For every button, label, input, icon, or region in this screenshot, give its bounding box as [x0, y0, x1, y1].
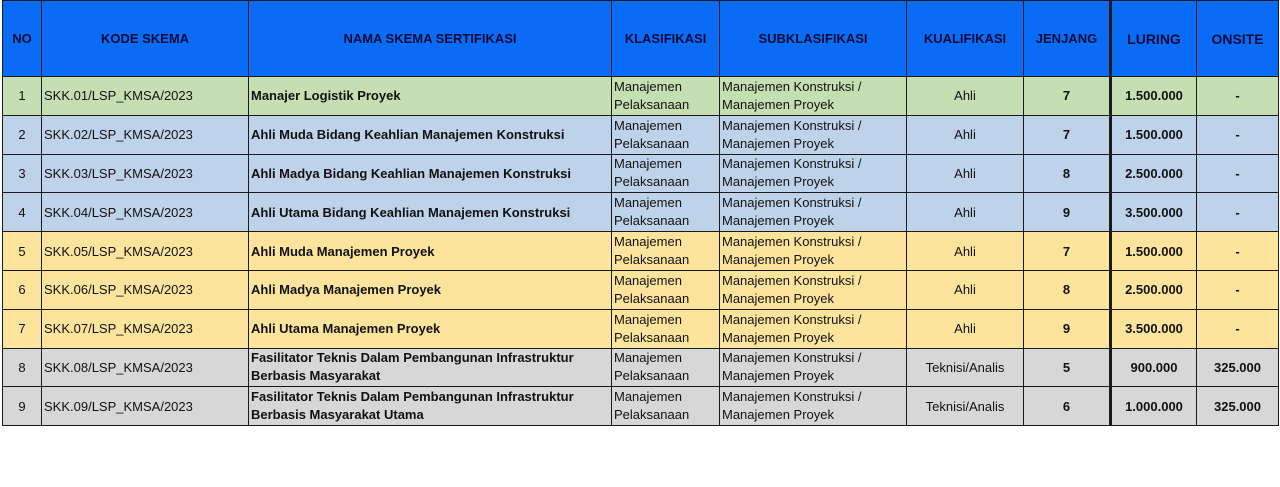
cell-kode-skema: SKK.03/LSP_KMSA/2023 — [42, 154, 249, 193]
header-subklasifikasi: SUBKLASIFIKASI — [720, 1, 907, 77]
cell-line: Fasilitator Teknis Dalam Pembangunan Infrastruktur — [251, 389, 574, 405]
cell-luring: 900.000 — [1111, 348, 1197, 387]
cell-line: Manajemen Proyek — [722, 407, 834, 423]
cell-kode-skema: SKK.05/LSP_KMSA/2023 — [42, 232, 249, 271]
table-row — [3, 232, 1279, 271]
table-row — [3, 309, 1279, 348]
cell-line: Pelaksanaan — [614, 213, 690, 229]
cell-jenjang: 8 — [1024, 270, 1111, 309]
cell-jenjang: 7 — [1024, 232, 1111, 271]
cell-kualifikasi: Ahli — [907, 270, 1024, 309]
cell-onsite: - — [1197, 309, 1279, 348]
table-row — [3, 193, 1279, 232]
cell-klasifikasi — [612, 77, 720, 116]
cell-line: Manajemen Konstruksi / — [722, 195, 862, 211]
cell-kualifikasi: Ahli — [907, 193, 1024, 232]
cell-line: Manajemen — [614, 389, 682, 405]
cell-kualifikasi: Teknisi/Analis — [907, 387, 1024, 426]
cell-line: Pelaksanaan — [614, 252, 690, 268]
cell-klasifikasi — [612, 387, 720, 426]
cell-onsite: - — [1197, 193, 1279, 232]
cell-jenjang: 7 — [1024, 77, 1111, 116]
cell-onsite: - — [1197, 154, 1279, 193]
cell-onsite: - — [1197, 115, 1279, 154]
cell-line: Pelaksanaan — [614, 368, 690, 384]
cell-kode-skema: SKK.04/LSP_KMSA/2023 — [42, 193, 249, 232]
cell-line: Pelaksanaan — [614, 407, 690, 423]
cell-nama-skema: Ahli Muda Manajemen Proyek — [249, 232, 612, 271]
cell-nama-skema — [249, 387, 612, 426]
cell-no: 8 — [3, 348, 42, 387]
cell-klasifikasi — [612, 270, 720, 309]
cell-nama-skema — [249, 348, 612, 387]
cell-line: Pelaksanaan — [614, 329, 690, 345]
cell-line: Manajemen Konstruksi / — [722, 156, 862, 172]
cell-line: Berbasis Masyarakat Utama — [251, 407, 424, 423]
cell-line: Pelaksanaan — [614, 174, 690, 190]
cell-subklasifikasi — [720, 232, 907, 271]
cell-line: Manajemen — [614, 311, 682, 327]
cell-kode-skema: SKK.09/LSP_KMSA/2023 — [42, 387, 249, 426]
cell-line: Manajemen Konstruksi / — [722, 350, 862, 366]
cell-jenjang: 6 — [1024, 387, 1111, 426]
cell-klasifikasi — [612, 309, 720, 348]
cell-jenjang: 9 — [1024, 309, 1111, 348]
cell-nama-skema: Ahli Utama Manajemen Proyek — [249, 309, 612, 348]
table-row — [3, 270, 1279, 309]
header-onsite: ONSITE — [1197, 1, 1279, 77]
cell-no: 5 — [3, 232, 42, 271]
cell-kode-skema: SKK.07/LSP_KMSA/2023 — [42, 309, 249, 348]
cell-luring: 1.500.000 — [1111, 77, 1197, 116]
cell-jenjang: 5 — [1024, 348, 1111, 387]
cell-subklasifikasi — [720, 309, 907, 348]
table-row — [3, 348, 1279, 387]
cell-line: Manajemen Proyek — [722, 368, 834, 384]
cell-line: Manajemen — [614, 78, 682, 94]
cell-onsite: - — [1197, 232, 1279, 271]
cell-kualifikasi: Teknisi/Analis — [907, 348, 1024, 387]
cell-kualifikasi: Ahli — [907, 77, 1024, 116]
table-body — [3, 77, 1279, 426]
cell-line: Manajemen Konstruksi / — [722, 117, 862, 133]
cell-jenjang: 8 — [1024, 154, 1111, 193]
cell-line: Manajemen — [614, 156, 682, 172]
cell-nama-skema: Ahli Madya Bidang Keahlian Manajemen Konstruksi — [249, 154, 612, 193]
cell-line: Berbasis Masyarakat — [251, 368, 381, 384]
cell-luring: 2.500.000 — [1111, 154, 1197, 193]
header-jenjang: JENJANG — [1024, 1, 1111, 77]
cell-kualifikasi: Ahli — [907, 309, 1024, 348]
cell-line: Fasilitator Teknis Dalam Pembangunan Infrastruktur — [251, 350, 574, 366]
cell-onsite: 325.000 — [1197, 387, 1279, 426]
cell-klasifikasi — [612, 154, 720, 193]
cell-luring: 1.500.000 — [1111, 232, 1197, 271]
header-kualifikasi: KUALIFIKASI — [907, 1, 1024, 77]
cell-klasifikasi — [612, 115, 720, 154]
cell-line: Manajemen — [614, 272, 682, 288]
cell-kode-skema: SKK.08/LSP_KMSA/2023 — [42, 348, 249, 387]
table-row — [3, 387, 1279, 426]
cell-line: Pelaksanaan — [614, 290, 690, 306]
table-row — [3, 77, 1279, 116]
cell-no: 2 — [3, 115, 42, 154]
cell-line: Manajemen Proyek — [722, 96, 834, 112]
table-row — [3, 115, 1279, 154]
cell-onsite: - — [1197, 77, 1279, 116]
cell-nama-skema: Ahli Muda Bidang Keahlian Manajemen Konstruksi — [249, 115, 612, 154]
cell-no: 1 — [3, 77, 42, 116]
cell-line: Manajemen Konstruksi / — [722, 389, 862, 405]
cell-line: Manajemen — [614, 117, 682, 133]
header-no: NO — [3, 1, 42, 77]
cell-no: 6 — [3, 270, 42, 309]
cell-subklasifikasi — [720, 270, 907, 309]
cell-nama-skema: Ahli Utama Bidang Keahlian Manajemen Konstruksi — [249, 193, 612, 232]
skema-sertifikasi-table — [2, 0, 1279, 426]
cell-klasifikasi — [612, 232, 720, 271]
header-luring: LURING — [1111, 1, 1197, 77]
cell-line: Manajemen — [614, 350, 682, 366]
header-klasifikasi: KLASIFIKASI — [612, 1, 720, 77]
cell-subklasifikasi — [720, 387, 907, 426]
cell-subklasifikasi — [720, 115, 907, 154]
cell-line: Pelaksanaan — [614, 135, 690, 151]
cell-luring: 3.500.000 — [1111, 309, 1197, 348]
cell-no: 9 — [3, 387, 42, 426]
cell-kualifikasi: Ahli — [907, 232, 1024, 271]
cell-onsite: 325.000 — [1197, 348, 1279, 387]
header-kode-skema: KODE SKEMA — [42, 1, 249, 77]
cell-kode-skema: SKK.02/LSP_KMSA/2023 — [42, 115, 249, 154]
cell-luring: 2.500.000 — [1111, 270, 1197, 309]
cell-line: Manajemen Proyek — [722, 135, 834, 151]
cell-luring: 3.500.000 — [1111, 193, 1197, 232]
cell-klasifikasi — [612, 193, 720, 232]
table-header — [3, 1, 1279, 77]
cell-subklasifikasi — [720, 77, 907, 116]
cell-luring: 1.000.000 — [1111, 387, 1197, 426]
cell-no: 3 — [3, 154, 42, 193]
cell-no: 7 — [3, 309, 42, 348]
cell-line: Manajemen Konstruksi / — [722, 311, 862, 327]
cell-line: Manajemen — [614, 234, 682, 250]
cell-line: Manajemen Proyek — [722, 329, 834, 345]
cell-jenjang: 9 — [1024, 193, 1111, 232]
cell-line: Manajemen Proyek — [722, 174, 834, 190]
cell-jenjang: 7 — [1024, 115, 1111, 154]
cell-line: Manajemen Proyek — [722, 290, 834, 306]
cell-nama-skema: Ahli Madya Manajemen Proyek — [249, 270, 612, 309]
cell-no: 4 — [3, 193, 42, 232]
cell-line: Manajemen Konstruksi / — [722, 272, 862, 288]
cell-line: Manajemen Konstruksi / — [722, 234, 862, 250]
cell-line: Manajemen Proyek — [722, 213, 834, 229]
cell-line: Manajemen Proyek — [722, 252, 834, 268]
cell-kualifikasi: Ahli — [907, 154, 1024, 193]
cell-line: Manajemen Konstruksi / — [722, 78, 862, 94]
cell-kualifikasi: Ahli — [907, 115, 1024, 154]
header-nama-skema: NAMA SKEMA SERTIFIKASI — [249, 1, 612, 77]
cell-subklasifikasi — [720, 193, 907, 232]
cell-klasifikasi — [612, 348, 720, 387]
cell-kode-skema: SKK.01/LSP_KMSA/2023 — [42, 77, 249, 116]
cell-kode-skema: SKK.06/LSP_KMSA/2023 — [42, 270, 249, 309]
cell-line: Pelaksanaan — [614, 96, 690, 112]
table-row — [3, 154, 1279, 193]
cell-luring: 1.500.000 — [1111, 115, 1197, 154]
cell-line: Manajemen — [614, 195, 682, 211]
cell-subklasifikasi — [720, 348, 907, 387]
cell-subklasifikasi — [720, 154, 907, 193]
cell-nama-skema: Manajer Logistik Proyek — [249, 77, 612, 116]
cell-onsite: - — [1197, 270, 1279, 309]
